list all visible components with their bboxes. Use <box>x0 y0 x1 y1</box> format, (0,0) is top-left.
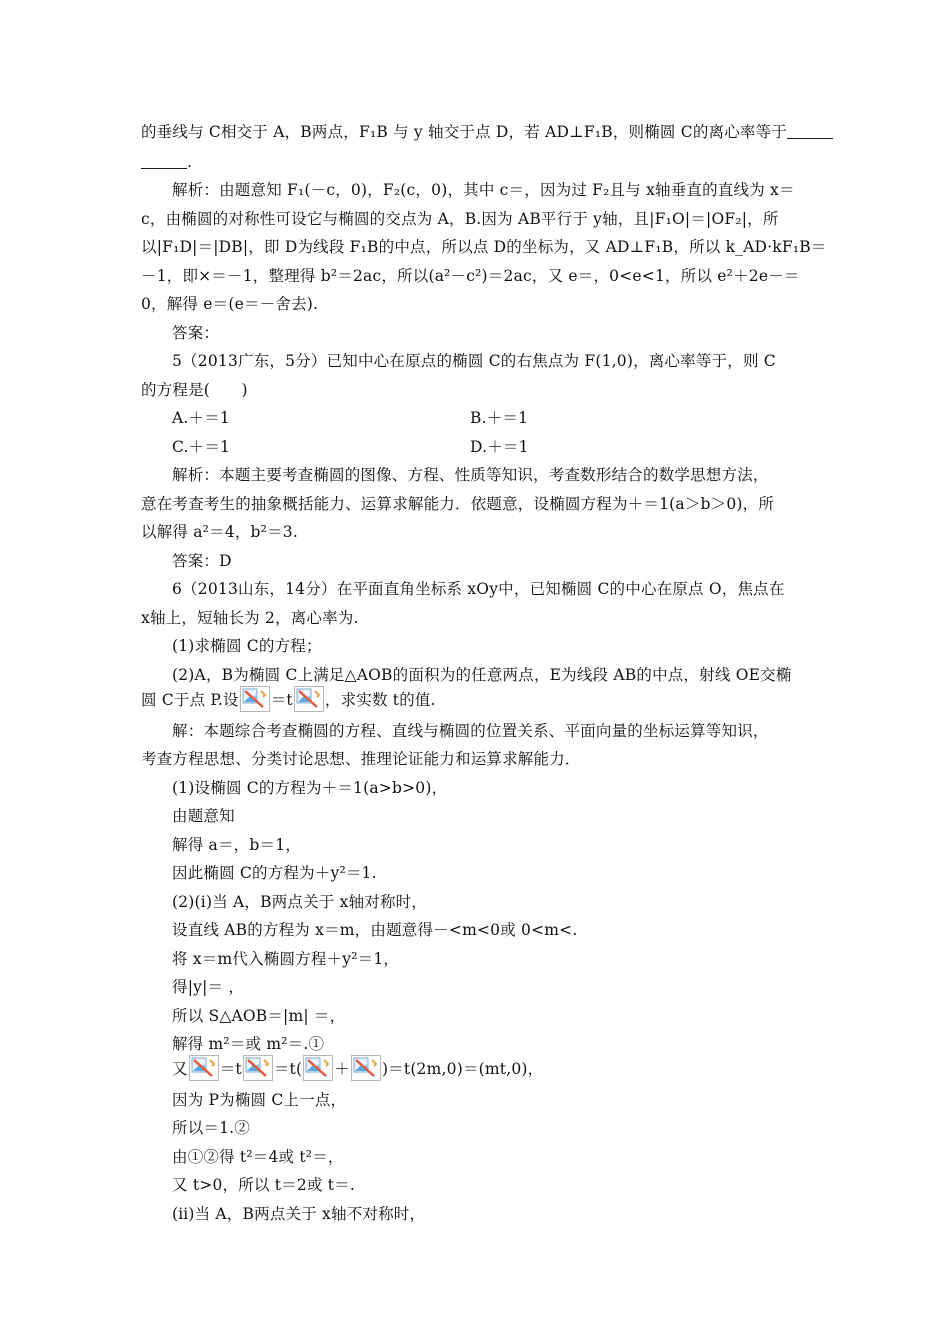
text-line: . <box>141 152 192 172</box>
solution-step: 设直线 AB的方程为 x＝m，由题意得－<m<0或 0<m<. <box>172 921 578 939</box>
broken-image-icon <box>351 1055 381 1081</box>
option-c: C.＋＝1 <box>172 438 231 456</box>
text-line: 0，解得 e＝(e＝－舍去). <box>141 295 319 313</box>
sub-question-2: (2)A，B为椭圆 C上满足△AOB的面积为的任意两点，E为线段 AB的中点，射线 OE交椭 <box>172 666 792 684</box>
text-line: 的垂线与 C相交于 A，B两点，F₁B 与 y 轴交于点 D，若 AD⊥F₁B，则椭圆 C的离心率等于 <box>141 122 833 142</box>
text-line: x轴上，短轴长为 2，离心率为. <box>141 609 359 627</box>
solution-step: 所以＝1.② <box>172 1119 250 1137</box>
solution-step: 由①②得 t²＝4或 t²＝， <box>172 1148 344 1166</box>
solution-step: (1)设椭圆 C的方程为＋＝1(a>b>0)， <box>172 779 448 797</box>
solution-step: (ⅱ)当 A，B两点关于 x轴不对称时， <box>172 1205 426 1223</box>
solution-step: (2)(ⅰ)当 A，B两点关于 x轴对称时， <box>172 893 428 911</box>
text-line: 的方程是( ) <box>141 381 248 399</box>
text-line: 以|F₁D|＝|DB|，即 D为线段 F₁B的中点，所以点 D的坐标为，又 AD⊥F₁B，所以 k_AD·kF₁B＝ <box>141 238 827 256</box>
question-5: 5（2013广东，5分）已知中心在原点的椭圆 C的右焦点为 F(1,0)，离心率等于，则 C <box>172 352 776 370</box>
solution-step: 由题意知 <box>172 807 235 825</box>
text-line: c，由椭圆的对称性可设它与椭圆的交点为 A，B.因为 AB平行于 y轴，且|F₁O|＝|OF₂|，所 <box>141 210 779 228</box>
sub-question-1: (1)求椭圆 C的方程； <box>172 637 322 655</box>
option-d: D.＋＝1 <box>470 438 529 456</box>
option-b: B.＋＝1 <box>470 409 529 427</box>
broken-image-icon <box>189 1055 219 1081</box>
option-a: A.＋＝1 <box>172 409 230 427</box>
solution-step: 又 ＝t ＝t( ＋ )＝t(2m,0)＝(mt,0)， <box>172 1055 543 1082</box>
solution-paragraph: 解析：由题意知 F₁(－c，0)，F₂(c，0)，其中 c＝，因为过 F₂且与 x轴垂直的直线为 x＝ <box>172 181 795 199</box>
broken-image-icon <box>303 1055 333 1081</box>
text-line: 以解得 a²＝4，b²＝3. <box>141 523 298 541</box>
solution-paragraph: 解析：本题主要考查椭圆的图像、方程、性质等知识，考查数形结合的数学思想方法， <box>172 466 769 484</box>
answer-label: 答案：D <box>172 552 232 570</box>
solution-step: 解得 a＝，b＝1， <box>172 836 301 854</box>
broken-image-icon <box>243 1055 273 1081</box>
solution-step: 得|y|＝ ， <box>172 978 245 996</box>
solution-step: 解得 m²＝或 m²＝.① <box>172 1035 325 1053</box>
solution-paragraph: 解：本题综合考查椭圆的方程、直线与椭圆的位置关系、平面向量的坐标运算等知识， <box>172 722 769 740</box>
solution-step: 因此椭圆 C的方程为＋y²＝1. <box>172 864 377 882</box>
text-line: 考查方程思想、分类讨论思想、推理论证能力和运算求解能力． <box>141 750 581 768</box>
answer-label: 答案： <box>172 324 220 342</box>
broken-image-icon <box>240 686 270 712</box>
text-line: 意在考查考生的抽象概括能力、运算求解能力．依题意，设椭圆方程为＋＝1(a＞b＞0)，所 <box>141 495 775 513</box>
solution-step: 所以 S△AOB＝|m| ＝， <box>172 1007 346 1025</box>
solution-step: 又 t>0，所以 t＝2或 t＝. <box>172 1176 356 1194</box>
answer-blank <box>141 153 187 169</box>
answer-blank <box>787 123 833 139</box>
text-line: －1，即×＝－1，整理得 b²＝2ac，所以(a²－c²)＝2ac，又 e＝，0<e<1，所以 e²＋2e－＝ <box>141 267 800 285</box>
broken-image-icon <box>294 686 324 712</box>
text-line: 圆 C于点 P.设 ＝t ，求实数 t的值. <box>141 686 436 713</box>
question-6: 6（2013山东，14分）在平面直角坐标系 xOy中，已知椭圆 C的中心在原点 O，焦点在 <box>172 580 785 598</box>
solution-step: 因为 P为椭圆 C上一点， <box>172 1091 347 1109</box>
solution-step: 将 x＝m代入椭圆方程＋y²＝1， <box>172 950 400 968</box>
